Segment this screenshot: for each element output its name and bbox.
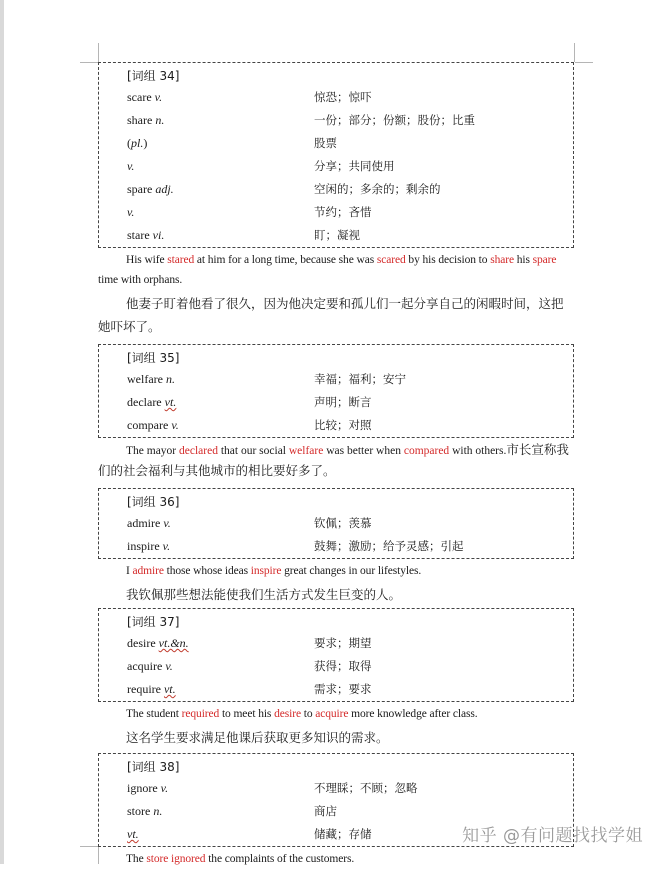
word-cell bbox=[127, 178, 314, 201]
text: to meet his bbox=[219, 708, 275, 720]
part-of-speech: v. bbox=[162, 539, 171, 553]
part-of-speech: n. bbox=[153, 804, 163, 818]
meaning: 钦佩；羡慕 bbox=[314, 516, 372, 530]
vocab-row bbox=[127, 655, 573, 678]
example-sentence-zh: 这名学生要求满足他课后获取更多知识的需求。 bbox=[126, 730, 389, 745]
keyword: scared bbox=[376, 254, 406, 266]
text: by his decision to bbox=[405, 254, 491, 266]
word: stare bbox=[127, 228, 153, 242]
part-of-speech: pl. bbox=[131, 136, 144, 150]
text: was better when bbox=[323, 445, 404, 457]
group-title: [词组 35] bbox=[127, 351, 180, 365]
word-group-34 bbox=[98, 62, 574, 248]
meaning: 比较；对照 bbox=[314, 418, 372, 432]
keyword: desire bbox=[274, 708, 301, 720]
word-cell bbox=[127, 224, 314, 247]
text: The mayor bbox=[126, 445, 180, 457]
vocab-row bbox=[127, 632, 573, 655]
text: his bbox=[513, 254, 533, 266]
word-cell bbox=[127, 512, 314, 535]
crop-mark-top-right-vertical bbox=[574, 43, 575, 62]
part-of-speech: vt.&n. bbox=[158, 636, 189, 650]
crop-mark-top-right-horizontal bbox=[575, 62, 593, 63]
word-cell bbox=[127, 414, 314, 437]
vocab-row bbox=[127, 155, 573, 178]
keyword: compared bbox=[403, 445, 450, 457]
vocab-row bbox=[127, 132, 573, 155]
text: more knowledge after class. bbox=[348, 708, 478, 720]
word: share bbox=[127, 113, 156, 127]
word: ( bbox=[127, 136, 131, 150]
meaning: 不理睬；不顾；忽略 bbox=[314, 781, 418, 795]
vocab-row bbox=[127, 178, 573, 201]
vocab-row bbox=[127, 777, 573, 800]
part-of-speech: v. bbox=[171, 418, 179, 432]
vocab-row bbox=[127, 391, 573, 414]
keyword: inspire bbox=[250, 565, 282, 577]
word-cell bbox=[127, 391, 314, 414]
vocab-row bbox=[127, 201, 573, 224]
word-cell bbox=[127, 655, 314, 678]
example-sentence-en bbox=[98, 849, 574, 869]
left-window-edge bbox=[0, 0, 4, 864]
part-of-speech: n. bbox=[165, 372, 175, 386]
word-cell bbox=[127, 678, 314, 701]
crop-mark-top-left-vertical bbox=[98, 43, 99, 62]
text: with others. bbox=[449, 445, 507, 457]
meaning: 幸福；福利；安宁 bbox=[314, 372, 406, 386]
meaning: 获得；取得 bbox=[314, 659, 372, 673]
word-cell bbox=[127, 800, 314, 823]
part-of-speech: n. bbox=[155, 113, 165, 127]
group-title: [词组 36] bbox=[127, 495, 180, 509]
translation: 市长宣称我们的社会福利与其他城市的相比要好多了。 bbox=[98, 442, 569, 478]
part-of-speech: v. bbox=[165, 659, 173, 673]
part-of-speech: v. bbox=[163, 516, 171, 530]
meaning: 商店 bbox=[314, 804, 337, 818]
document-page bbox=[98, 62, 574, 871]
keyword: store bbox=[146, 853, 169, 865]
text: great changes in our lifestyles. bbox=[281, 565, 422, 577]
keyword: acquire bbox=[315, 708, 349, 720]
word-group-36 bbox=[98, 488, 574, 559]
meaning: 声明；断言 bbox=[314, 395, 372, 409]
word-cell bbox=[127, 368, 314, 391]
word: store bbox=[127, 804, 154, 818]
crop-mark-top-left-horizontal bbox=[80, 62, 98, 63]
word-cell bbox=[127, 823, 314, 846]
word: spare bbox=[127, 182, 156, 196]
text: that our social bbox=[217, 445, 289, 457]
word: desire bbox=[127, 636, 159, 650]
part-of-speech: v. bbox=[127, 205, 135, 219]
text: The bbox=[126, 853, 147, 865]
part-of-speech: vt. bbox=[163, 682, 176, 696]
part-of-speech: v. bbox=[154, 90, 163, 104]
text: at him for a long time, because she was bbox=[194, 254, 377, 266]
word: require bbox=[127, 682, 164, 696]
vocab-row bbox=[127, 512, 573, 535]
word-group-35 bbox=[98, 344, 574, 438]
word-cell bbox=[127, 632, 314, 655]
keyword: welfare bbox=[288, 445, 324, 457]
text: those whose ideas bbox=[163, 565, 251, 577]
part-of-speech: vi. bbox=[152, 228, 165, 242]
text: time with orphans. bbox=[98, 274, 183, 286]
vocab-row bbox=[127, 535, 573, 558]
watermark: 知乎 @有问题找找学姐 bbox=[462, 826, 643, 846]
part-of-speech: v. bbox=[127, 159, 135, 173]
crop-mark-bottom-left-horizontal bbox=[80, 846, 98, 847]
keyword: stared bbox=[167, 254, 195, 266]
part-of-speech: v. bbox=[160, 781, 169, 795]
keyword: ignored bbox=[171, 853, 206, 865]
example-sentence bbox=[98, 440, 574, 482]
keyword: spare bbox=[532, 254, 557, 266]
part-of-speech: adj. bbox=[155, 182, 174, 196]
text: I bbox=[126, 565, 133, 577]
meaning: 股票 bbox=[314, 136, 337, 150]
meaning: 分享；共同使用 bbox=[314, 159, 395, 173]
meaning: 盯；凝视 bbox=[314, 228, 360, 242]
word-cell bbox=[127, 132, 314, 155]
example-sentence-zh: 我钦佩那些想法能使我们生活方式发生巨变的人。 bbox=[126, 587, 402, 602]
word-cell bbox=[127, 201, 314, 224]
meaning: 一份；部分；份额；股份；比重 bbox=[314, 113, 475, 127]
vocab-row bbox=[127, 224, 573, 247]
word: ignore bbox=[127, 781, 161, 795]
example-sentence-zh: 他妻子盯着他看了很久，因为他决定要和孤儿们一起分享自己的闲暇时间，这把她吓坏了。 bbox=[98, 296, 564, 334]
keyword: admire bbox=[132, 565, 164, 577]
meaning: 鼓舞；激励；给予灵感；引起 bbox=[314, 539, 464, 553]
vocab-row bbox=[127, 414, 573, 437]
text: the complaints of the customers. bbox=[205, 853, 355, 865]
word: welfare bbox=[127, 372, 166, 386]
group-title: [词组 38] bbox=[127, 760, 180, 774]
vocab-row bbox=[127, 368, 573, 391]
meaning: 储藏；存储 bbox=[314, 827, 372, 841]
meaning: 节约；吝惜 bbox=[314, 205, 372, 219]
meaning: 惊恐；惊吓 bbox=[314, 90, 372, 104]
word-cell bbox=[127, 777, 314, 800]
word: scare bbox=[127, 90, 155, 104]
part-of-speech: vt. bbox=[164, 395, 177, 409]
group-title: [词组 37] bbox=[127, 615, 180, 629]
word: declare bbox=[127, 395, 165, 409]
word: acquire bbox=[127, 659, 166, 673]
text: His wife bbox=[126, 254, 168, 266]
word-suffix: ) bbox=[143, 136, 148, 150]
text: to bbox=[300, 708, 316, 720]
example-sentence-en bbox=[98, 704, 574, 724]
meaning: 需求；要求 bbox=[314, 682, 372, 696]
text: The student bbox=[126, 708, 182, 720]
word-cell bbox=[127, 109, 314, 132]
keyword: required bbox=[181, 708, 220, 720]
group-title: [词组 34] bbox=[127, 69, 180, 83]
keyword: share bbox=[490, 254, 514, 266]
word-group-37 bbox=[98, 608, 574, 702]
example-sentence-en bbox=[98, 561, 574, 581]
keyword: declared bbox=[179, 445, 218, 457]
word: compare bbox=[127, 418, 172, 432]
vocab-row bbox=[127, 678, 573, 701]
word-cell bbox=[127, 155, 314, 178]
word-cell bbox=[127, 535, 314, 558]
example-sentence-en bbox=[98, 250, 574, 290]
part-of-speech: vt. bbox=[127, 827, 139, 841]
meaning: 空闲的；多余的；剩余的 bbox=[314, 182, 441, 196]
word-cell bbox=[127, 86, 314, 109]
vocab-row bbox=[127, 109, 573, 132]
meaning: 要求；期望 bbox=[314, 636, 372, 650]
vocab-row bbox=[127, 86, 573, 109]
vocab-row bbox=[127, 800, 573, 823]
word: admire bbox=[127, 516, 164, 530]
word: inspire bbox=[127, 539, 163, 553]
